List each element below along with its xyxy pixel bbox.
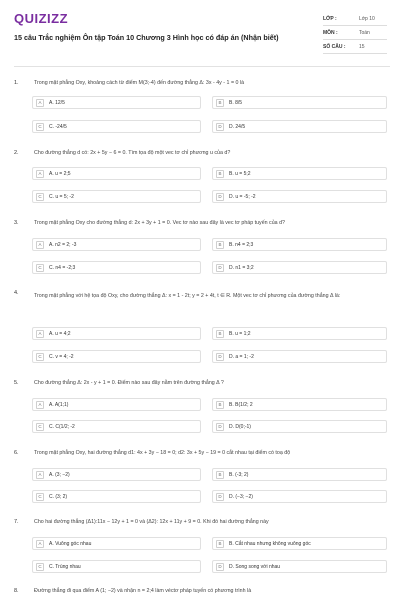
option-text: C. C(1/2; -2 (49, 423, 75, 430)
option-c[interactable] (32, 120, 201, 133)
option-a[interactable] (32, 96, 201, 109)
question-number: 4. (14, 290, 19, 296)
option-letter: A (36, 330, 44, 338)
quiz-title: 15 câu Trắc nghiệm Ôn tập Toán 10 Chương 3 Hình học có đáp án (Nhận biết) (14, 33, 279, 42)
meta-subject-row (323, 26, 387, 40)
option-letter: D (216, 123, 224, 131)
option-d[interactable] (212, 350, 387, 363)
option-b[interactable] (212, 167, 387, 180)
question-number: 6. (14, 450, 19, 456)
option-b[interactable] (212, 398, 387, 411)
meta-subject-key: MÔN : (323, 29, 338, 36)
meta-class-value: Lớp 10 (359, 15, 375, 22)
option-d[interactable] (212, 261, 387, 274)
option-letter: D (216, 264, 224, 272)
option-letter: C (36, 423, 44, 431)
option-text: D. n1 = 3;2 (229, 264, 254, 271)
option-text: C. u = 5; -2 (49, 193, 74, 200)
option-letter: B (216, 99, 224, 107)
option-b[interactable] (212, 468, 387, 481)
meta-box (323, 12, 387, 54)
option-a[interactable] (32, 167, 201, 180)
question-text: Cho hai đường thẳng (Δ1):11x − 12y + 1 = 0 và (Δ2): 12x + 11y + 9 = 0. Khi đó hai đường thẳng này (34, 519, 269, 525)
meta-count-key: SỐ CÂU : (323, 43, 346, 50)
quizizz-logo: QUIZIZZ (14, 11, 69, 26)
option-b[interactable] (212, 327, 387, 340)
option-text: B. 8/5 (229, 99, 243, 106)
option-letter: B (216, 540, 224, 548)
option-letter: D (216, 563, 224, 571)
option-letter: A (36, 99, 44, 107)
option-d[interactable] (212, 420, 387, 433)
option-letter: A (36, 170, 44, 178)
option-text: C. n4 = -2;3 (49, 264, 76, 271)
question-text: Đường thẳng đi qua điểm A (1; −2) và nhận n = 2;4 làm véctơ pháp tuyến có phương trình là (34, 588, 252, 594)
meta-count-row (323, 40, 387, 54)
option-a[interactable] (32, 238, 201, 251)
option-text: A. n2 = 2; -3 (49, 241, 77, 248)
option-text: C. -24/5 (49, 123, 67, 130)
option-b[interactable] (212, 238, 387, 251)
option-letter: C (36, 493, 44, 501)
option-a[interactable] (32, 398, 201, 411)
option-d[interactable] (212, 190, 387, 203)
option-letter: B (216, 471, 224, 479)
meta-subject-value: Toán (359, 29, 370, 36)
option-c[interactable] (32, 490, 201, 503)
option-text: B. (-3; 2) (229, 471, 249, 478)
meta-count-value: 15 (359, 43, 365, 50)
option-letter: C (36, 123, 44, 131)
question-number: 8. (14, 588, 19, 594)
option-letter: C (36, 353, 44, 361)
option-letter: A (36, 540, 44, 548)
option-text: D. D(0;-1) (229, 423, 251, 430)
question-number: 5. (14, 380, 19, 386)
option-text: B. u = 1;2 (229, 330, 251, 337)
option-c[interactable] (32, 190, 201, 203)
option-a[interactable] (32, 537, 201, 550)
question-number: 1. (14, 80, 19, 86)
option-letter: B (216, 330, 224, 338)
option-text: B. B(1/2; 2 (229, 401, 253, 408)
question-text: Trong mặt phẳng với hệ tọa độ Oxy, cho đường thẳng Δ: x = 1 - 2t; y = 2 + 4t, t ∈ R. Một vec tơ chỉ phương của đường thẳng Δ là: (34, 293, 341, 299)
question-number: 2. (14, 150, 19, 156)
option-text: D. u = -5; -2 (229, 193, 256, 200)
option-c[interactable] (32, 420, 201, 433)
question-number: 7. (14, 519, 19, 525)
option-d[interactable] (212, 560, 387, 573)
option-letter: D (216, 193, 224, 201)
option-text: D. a = 1; -2 (229, 353, 254, 360)
question-text: Trong mặt phẳng Oxy, khoảng cách từ điểm M(3;-4) đến đường thẳng Δ: 3x - 4y - 1 = 0 là (34, 80, 245, 86)
option-a[interactable] (32, 468, 201, 481)
option-letter: D (216, 423, 224, 431)
option-letter: A (36, 241, 44, 249)
option-letter: D (216, 353, 224, 361)
option-text: A. u = 2;5 (49, 170, 71, 177)
question-text: Trong mặt phẳng Oxy, hai đường thẳng d1: 4x + 3y − 18 = 0; d2: 3x + 5y − 19 = 0 cắt nhau tại điểm có toạ độ (34, 450, 291, 456)
option-c[interactable] (32, 350, 201, 363)
option-text: D. 24/5 (229, 123, 246, 130)
option-letter: B (216, 170, 224, 178)
option-text: A. A(1;1) (49, 401, 69, 408)
option-text: C. Trùng nhau (49, 563, 81, 570)
option-d[interactable] (212, 490, 387, 503)
option-text: B. u = 5;2 (229, 170, 251, 177)
option-letter: B (216, 401, 224, 409)
option-text: D. (−3; −2) (229, 493, 253, 500)
meta-class-key: LỚP : (323, 15, 337, 22)
question-text: Cho đường thẳng d có: 2x + 5y − 6 = 0. Tìm tọa độ một vec tơ chỉ phương u của d? (34, 150, 231, 156)
option-text: A. u = 4;2 (49, 330, 71, 337)
option-b[interactable] (212, 537, 387, 550)
option-letter: B (216, 241, 224, 249)
option-text: A. Vuông góc nhau (49, 540, 92, 547)
option-letter: C (36, 193, 44, 201)
option-a[interactable] (32, 327, 201, 340)
option-letter: C (36, 264, 44, 272)
option-text: A. (3; −2) (49, 471, 70, 478)
question-number: 3. (14, 220, 19, 226)
option-text: C. (3; 2) (49, 493, 68, 500)
question-text: Trong mặt phẳng Oxy cho đường thẳng d: 2x + 3y + 1 = 0. Vec tơ nào sau đây là vec tơ pháp tuyến của d? (34, 220, 285, 226)
option-text: D. Song song với nhau (229, 563, 281, 570)
option-text: A. 12/5 (49, 99, 65, 106)
option-d[interactable] (212, 120, 387, 133)
option-letter: A (36, 471, 44, 479)
option-b[interactable] (212, 96, 387, 109)
option-text: B. n4 = 2;3 (229, 241, 254, 248)
question-text: Cho đường thẳng Δ: 2x - y + 1 = 0. Điểm nào sau đây nằm trên đường thẳng Δ ? (34, 380, 224, 386)
option-c[interactable] (32, 560, 201, 573)
option-letter: A (36, 401, 44, 409)
option-letter: C (36, 563, 44, 571)
meta-class-row (323, 12, 387, 26)
option-text: B. Cắt nhau nhưng không vuông góc (229, 540, 311, 547)
option-text: C. v = 4; -2 (49, 353, 74, 360)
header-divider (14, 66, 390, 67)
option-c[interactable] (32, 261, 201, 274)
option-letter: D (216, 493, 224, 501)
